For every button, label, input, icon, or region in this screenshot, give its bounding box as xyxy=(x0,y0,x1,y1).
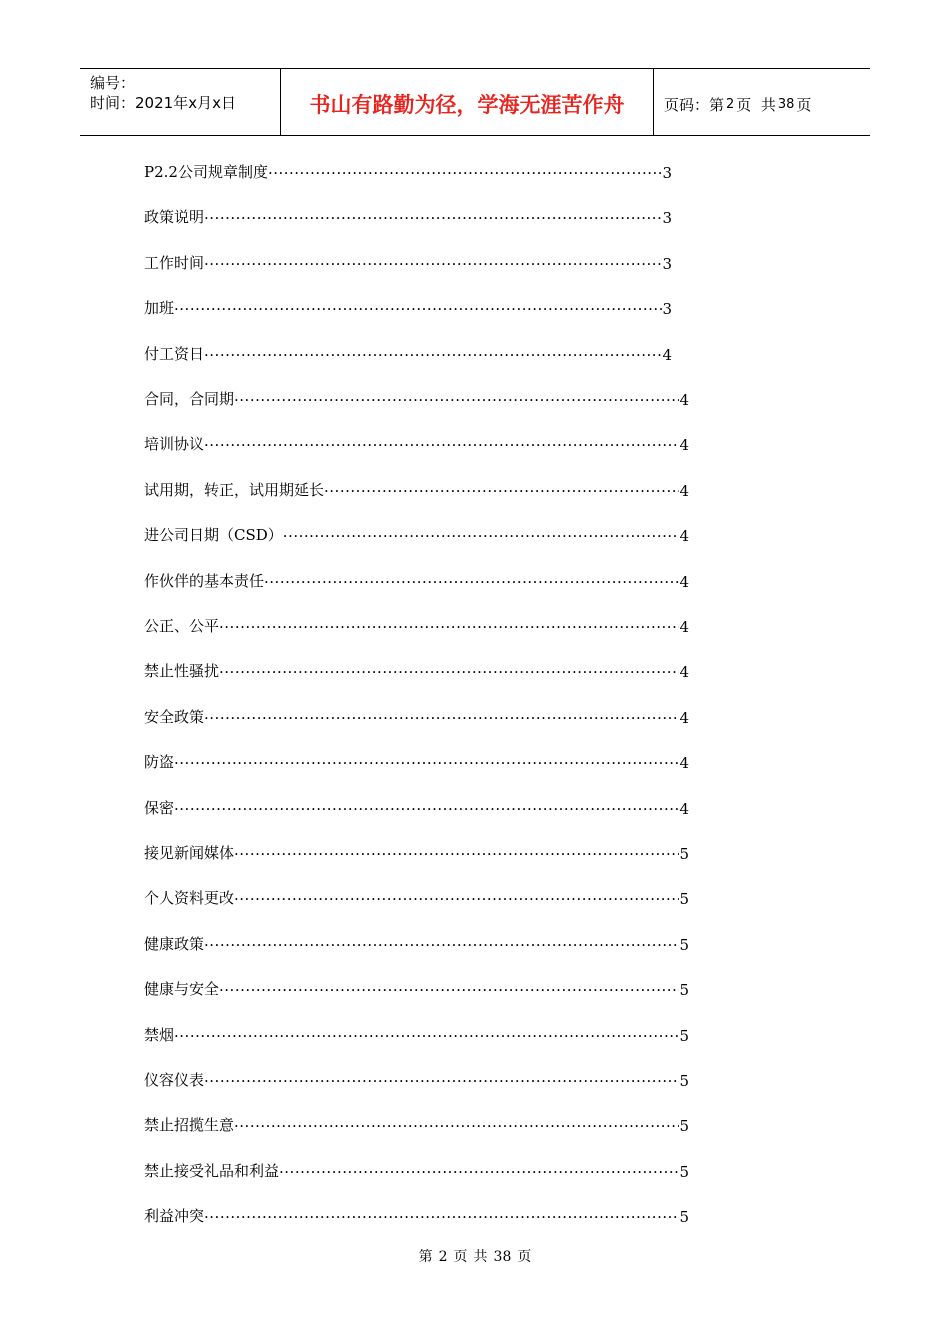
toc-leader-dots xyxy=(204,346,662,364)
footer-prefix: 第 xyxy=(418,1249,433,1265)
toc-entry-title: 培训协议 xyxy=(144,435,205,454)
toc-entry-page: 5 xyxy=(679,1208,689,1227)
toc-entry-title: 作伙伴的基本责任 xyxy=(144,571,265,590)
header-motto: 书山有路勤为径，学海无涯苦作舟 xyxy=(281,69,654,135)
toc-entry-title: P2.2公司规章制度 xyxy=(144,163,268,181)
toc-entry[interactable] xyxy=(144,975,689,999)
number-label: 编号： xyxy=(90,74,136,92)
toc-entry[interactable] xyxy=(144,476,689,500)
toc-entry-page: 4 xyxy=(679,391,689,409)
footer-total: 38 xyxy=(493,1249,512,1265)
toc-entry[interactable] xyxy=(144,521,689,545)
toc-entry-title: 政策说明 xyxy=(144,208,205,227)
page-unit: 页 xyxy=(736,95,752,114)
toc-entry[interactable] xyxy=(144,158,672,182)
toc-entry-page: 3 xyxy=(662,164,672,182)
toc-entry-title: 公正、公平 xyxy=(144,617,220,635)
total-unit: 页 xyxy=(796,95,812,114)
toc-entry[interactable] xyxy=(144,703,689,727)
toc-entry-title: 禁止性骚扰 xyxy=(144,662,220,681)
toc-entry[interactable] xyxy=(144,567,689,591)
toc-entry-title: 安全政策 xyxy=(144,707,205,726)
toc-entry[interactable] xyxy=(144,612,689,636)
toc-entry[interactable] xyxy=(144,1021,689,1045)
toc-leader-dots xyxy=(324,482,679,500)
toc-leader-dots xyxy=(268,164,663,182)
toc-entry[interactable] xyxy=(144,385,689,409)
toc-entry-title: 禁烟 xyxy=(144,1025,175,1044)
toc-entry[interactable] xyxy=(144,794,689,818)
footer-unit: 页 xyxy=(453,1249,468,1265)
toc-entry-page: 4 xyxy=(662,345,672,364)
toc-entry-page: 4 xyxy=(679,481,689,500)
toc-entry[interactable] xyxy=(144,203,672,227)
toc-leader-dots xyxy=(283,527,680,545)
toc-entry[interactable] xyxy=(144,249,672,273)
toc-leader-dots xyxy=(234,391,679,409)
toc-entry-title: 合同，合同期 xyxy=(144,390,235,408)
footer-current: 2 xyxy=(438,1249,448,1265)
toc-entry-title: 进公司日期（CSD） xyxy=(144,526,283,545)
toc-entry-page: 5 xyxy=(679,890,689,909)
toc-leader-dots xyxy=(174,800,679,818)
toc-leader-dots xyxy=(204,1072,679,1090)
footer-unit-2: 页 xyxy=(517,1249,532,1265)
toc-entry-page: 5 xyxy=(679,1117,689,1136)
toc-entry-page: 5 xyxy=(679,981,689,1000)
toc-entry-page: 4 xyxy=(679,663,689,682)
toc-entry[interactable] xyxy=(144,1157,689,1181)
header-left-cell xyxy=(80,69,281,135)
toc-entry[interactable] xyxy=(144,1066,689,1090)
toc-entry-title: 保密 xyxy=(144,798,175,817)
toc-entry-title: 接见新闻媒体 xyxy=(144,844,235,862)
toc-entry-title: 工作时间 xyxy=(144,253,205,272)
page-current: 2 xyxy=(726,96,735,112)
page-footer xyxy=(0,1246,950,1266)
toc-entry-page: 4 xyxy=(679,572,689,591)
toc-leader-dots xyxy=(204,1208,679,1226)
toc-entry-title: 试用期，转正，试用期延长 xyxy=(144,480,325,499)
toc-entry[interactable] xyxy=(144,839,689,863)
toc-entry-title: 禁止接受礼品和利益 xyxy=(144,1161,280,1180)
toc-leader-dots xyxy=(204,709,679,727)
toc-leader-dots xyxy=(204,436,679,454)
toc-leader-dots xyxy=(219,981,679,999)
toc-entry-page: 5 xyxy=(679,1072,689,1090)
toc-entry-page: 5 xyxy=(679,935,689,954)
page-label: 页码：第 xyxy=(664,95,725,114)
toc-entry-page: 5 xyxy=(679,845,689,863)
toc-leader-dots xyxy=(174,754,679,772)
toc-leader-dots xyxy=(204,936,679,954)
toc-entry-title: 健康与安全 xyxy=(144,980,220,999)
toc-entry-title: 健康政策 xyxy=(144,934,205,953)
toc-entry[interactable] xyxy=(144,657,689,681)
toc-entry[interactable] xyxy=(144,930,689,954)
toc-entry[interactable] xyxy=(144,884,689,908)
header-page-info xyxy=(654,69,870,135)
time-label: 时间： xyxy=(90,94,136,112)
toc-entry[interactable] xyxy=(144,1111,689,1135)
toc-entry-title: 防盗 xyxy=(144,753,175,772)
toc-entry-title: 个人资料更改 xyxy=(144,889,235,908)
time-line xyxy=(90,93,280,113)
toc-entry-page: 3 xyxy=(662,254,672,273)
toc-entry-title: 仪容仪表 xyxy=(144,1071,205,1089)
toc-leader-dots xyxy=(174,300,662,318)
footer-total-prefix: 共 xyxy=(473,1249,488,1265)
toc-entry-title: 禁止招揽生意 xyxy=(144,1116,235,1135)
toc-entry-page: 5 xyxy=(679,1026,689,1045)
toc-entry-title: 利益冲突 xyxy=(144,1207,205,1226)
toc-leader-dots xyxy=(204,209,662,227)
toc-leader-dots xyxy=(234,1117,679,1135)
toc-entry[interactable] xyxy=(144,294,672,318)
toc-entry[interactable] xyxy=(144,430,689,454)
toc-entry-title: 加班 xyxy=(144,299,175,318)
toc-leader-dots xyxy=(174,1027,679,1045)
toc-leader-dots xyxy=(279,1163,679,1181)
toc-entry-page: 4 xyxy=(679,754,689,773)
toc-entry-page: 4 xyxy=(679,799,689,818)
toc-leader-dots xyxy=(219,618,679,636)
toc-entry[interactable] xyxy=(144,1202,689,1226)
toc-entry-page: 4 xyxy=(679,708,689,727)
toc-leader-dots xyxy=(234,890,679,908)
toc-entry-page: 3 xyxy=(662,300,672,319)
toc-leader-dots xyxy=(234,845,679,863)
toc-entry[interactable] xyxy=(144,340,672,364)
toc-leader-dots xyxy=(219,663,679,681)
toc-entry-page: 3 xyxy=(662,209,672,228)
toc-entry[interactable] xyxy=(144,748,689,772)
date-value: 2021年x月x日 xyxy=(135,94,236,112)
page-total: 38 xyxy=(777,96,795,112)
total-label: 共 xyxy=(760,95,776,114)
toc-entry-page: 4 xyxy=(679,527,689,546)
page-header xyxy=(80,68,870,136)
toc-entry-page: 5 xyxy=(679,1162,689,1181)
toc-entry-page: 4 xyxy=(679,436,689,455)
toc-entry-title: 付工资日 xyxy=(144,344,205,363)
toc-leader-dots xyxy=(204,255,662,273)
toc-entry-page: 4 xyxy=(679,618,689,636)
toc-leader-dots xyxy=(264,573,679,591)
